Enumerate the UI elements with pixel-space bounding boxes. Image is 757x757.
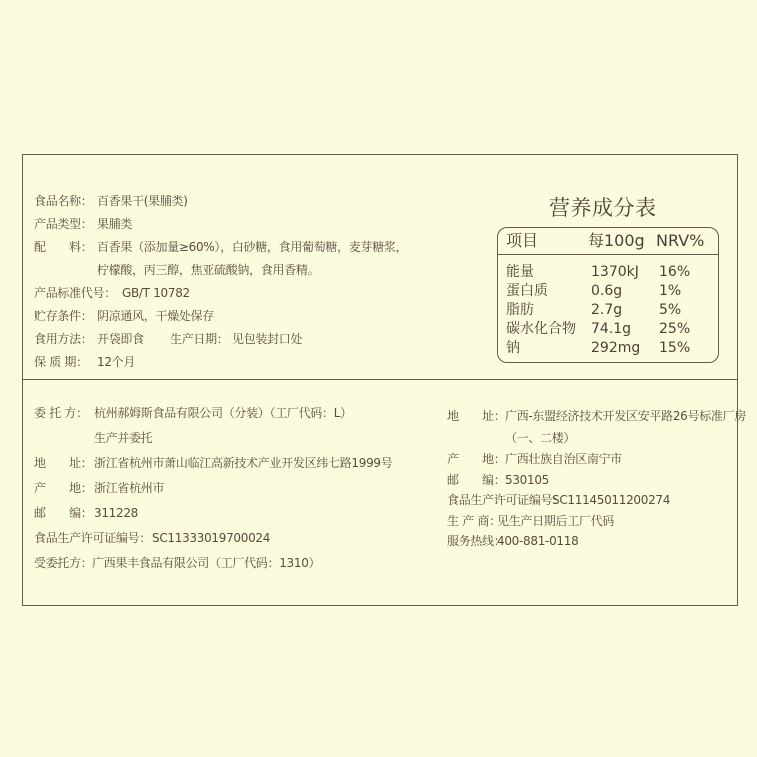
ingredients-value-line1: 百香果（添加量≥60%），白砂糖，食用葡萄糖，麦芽糖浆， xyxy=(97,240,408,254)
storage-value: 阴凉通风，干燥处保存 xyxy=(97,309,215,323)
nutrition-header-nrv: NRV% xyxy=(656,231,705,250)
product-name-value: 百香果干(果脯类) xyxy=(97,194,188,208)
storage-label: 贮存条件： xyxy=(34,309,93,323)
left-postcode-value: 311228 xyxy=(94,506,139,520)
client-value-line2: 生产并委托 xyxy=(94,431,153,445)
left-license-label: 食品生产许可证编号： xyxy=(34,531,152,545)
nutrition-row-carbohydrate-value: 74.1g xyxy=(591,321,632,337)
usage-value: 开袋即食 xyxy=(97,332,144,346)
left-address-label: 地 址： xyxy=(34,456,93,470)
nutrition-row-carbohydrate-nrv: 25% xyxy=(659,321,691,337)
product-type-value: 果脯类 xyxy=(97,217,133,231)
right-address-value-line2: （一、二楼） xyxy=(505,431,576,445)
right-license-value: SC11145011200274 xyxy=(552,493,671,507)
left-address-value: 浙江省杭州市萧山临江高新技术产业开发区纬七路1999号 xyxy=(94,456,393,470)
standard-value: GB/T 10782 xyxy=(122,286,190,300)
contractor-label: 受委托方： xyxy=(34,556,93,570)
shelf-life-label: 保 质 期： xyxy=(34,355,88,369)
nutrition-row-protein-value: 0.6g xyxy=(591,283,623,299)
contractor-value: 广西果丰食品有限公司（工厂代码：1310） xyxy=(92,556,321,570)
left-origin-value: 浙江省杭州市 xyxy=(94,481,165,495)
production-date-value: 见包装封口处 xyxy=(232,332,303,346)
ingredients-label: 配 料： xyxy=(34,240,93,254)
left-origin-label: 产 地： xyxy=(34,481,93,495)
nutrition-row-protein-nrv: 1% xyxy=(659,283,682,299)
nutrition-row-sodium-value: 292mg xyxy=(591,340,641,356)
nutrition-row-protein-name: 蛋白质 xyxy=(506,283,548,299)
right-origin-label: 产 地： xyxy=(447,452,506,466)
nutrition-row-energy-value: 1370kJ xyxy=(591,264,639,280)
nutrition-header-rule xyxy=(498,254,718,255)
hotline-label: 服务热线： xyxy=(447,534,506,548)
right-postcode-value: 530105 xyxy=(505,473,550,487)
right-address-label: 地 址： xyxy=(447,409,506,423)
client-value: 杭州郝姆斯食品有限公司（分装）（工厂代码：L） xyxy=(94,406,352,420)
nutrition-row-carbohydrate-name: 碳水化合物 xyxy=(506,321,576,337)
nutrition-header-item: 项目 xyxy=(506,231,539,250)
nutrition-row-fat-name: 脂肪 xyxy=(506,302,534,318)
nutrition-header-per100g: 每100g xyxy=(588,231,645,250)
nutrition-table xyxy=(497,227,719,363)
left-license-value: SC11333019700024 xyxy=(152,531,271,545)
nutrition-row-energy-name: 能量 xyxy=(506,264,534,280)
label-panel xyxy=(22,154,747,606)
right-license-label: 食品生产许可证编号： xyxy=(447,493,565,507)
standard-label: 产品标准代号： xyxy=(34,286,116,300)
producer-label: 生 产 商： xyxy=(447,514,501,528)
client-label: 委 托 方： xyxy=(34,406,88,420)
usage-label: 食用方法： xyxy=(34,332,93,346)
nutrition-row-sodium-nrv: 15% xyxy=(659,340,691,356)
producer-value: 见生产日期后工厂代码 xyxy=(497,514,615,528)
ingredients-value-line2: 柠檬酸，丙三醇，焦亚硫酸钠，食用香精。 xyxy=(97,263,320,277)
right-origin-value: 广西壮族自治区南宁市 xyxy=(505,452,623,466)
nutrition-row-energy-nrv: 16% xyxy=(659,264,691,280)
nutrition-row-fat-nrv: 5% xyxy=(659,302,682,318)
production-date-label: 生产日期： xyxy=(170,332,229,346)
hotline-value: 400-881-0118 xyxy=(497,534,579,548)
left-postcode-label: 邮 编： xyxy=(34,506,93,520)
shelf-life-value: 12个月 xyxy=(97,355,136,369)
section-divider xyxy=(23,379,737,380)
right-address-value: 广西-东盟经济技术开发区安平路26号标准厂房 xyxy=(505,409,747,423)
product-type-label: 产品类型： xyxy=(34,217,93,231)
right-postcode-label: 邮 编： xyxy=(447,473,506,487)
nutrition-row-sodium-name: 钠 xyxy=(506,340,520,356)
product-name-label: 食品名称： xyxy=(34,194,93,208)
nutrition-row-fat-value: 2.7g xyxy=(591,302,623,318)
nutrition-title: 营养成分表 xyxy=(549,196,657,220)
